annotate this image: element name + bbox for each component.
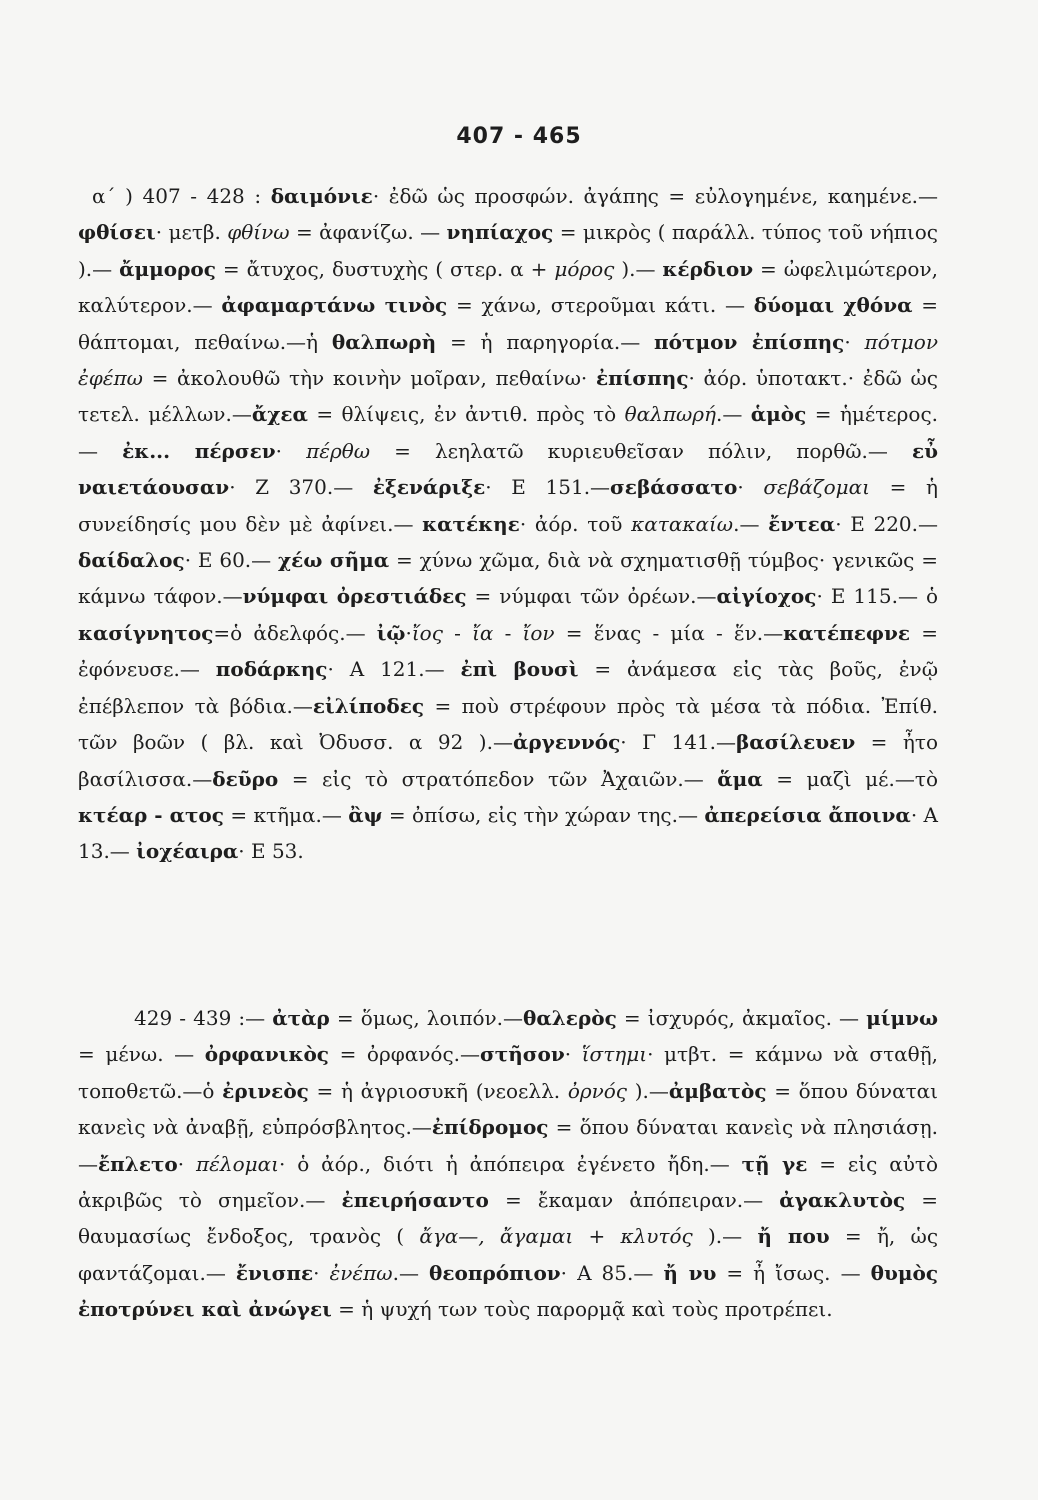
headword: στῆσον <box>480 1042 565 1067</box>
headword: θυμὸς ἐποτρύνει καὶ ἀνώγει <box>78 1260 938 1322</box>
gloss-text: · ἐδῶ ὡς προσφών. ἀγάπης = εὐλογημένε, καημένε.— <box>372 184 939 208</box>
gloss-text: .— <box>392 1260 430 1285</box>
paragraph-lines-429-439 <box>78 1000 938 1328</box>
gloss-text: = ἡ ψυχή των τοὺς παρορμᾷ καὶ τοὺς προτρέπει. <box>331 1297 833 1322</box>
italic-term: μόρος <box>554 256 615 281</box>
gloss-text: · <box>275 438 307 463</box>
headword: ἅμα <box>717 766 763 791</box>
headword: θεοπρόπιον <box>429 1260 561 1285</box>
headword: κασίγνητος <box>78 620 214 645</box>
gloss-text: = χάνω, στεροῦμαι κάτι. — <box>447 293 754 318</box>
gloss-text: · ἀόρ. ὑποτακτ.· ἐδῶ ὡς τετελ. μέλλων.— <box>78 366 939 427</box>
headword: ἤ νυ <box>663 1260 717 1285</box>
headword: δεῦρο <box>212 766 279 791</box>
headword: κατέπεφνε <box>783 620 911 645</box>
gloss-text: = θλίψεις, ἐν ἀντιθ. πρὸς τὸ <box>307 402 625 427</box>
gloss-text: · <box>844 329 865 354</box>
headword: βασίλευεν <box>736 730 856 755</box>
headword: δαίδαλος <box>78 548 185 573</box>
headword: ἐπειρήσαντο <box>341 1188 489 1213</box>
gloss-text: = κτῆμα.— <box>223 802 349 827</box>
gloss-text: · Α 85.— <box>560 1260 664 1285</box>
headword: ἄμμορος <box>119 256 216 281</box>
headword: χέω σῆμα <box>278 548 390 573</box>
gloss-text: = ἔκαμαν ἀπόπειραν.— <box>488 1188 780 1213</box>
gloss-text: .— <box>733 511 769 536</box>
headword: ἀφαμαρτάνω τινὸς <box>221 293 448 318</box>
gloss-text: = ἦτο βασίλισσα.— <box>78 730 938 791</box>
gloss-text: = ἀνάμεσα εἰς τὰς βοῦς, ἐνῷ ἐπέβλεπον τὰ βόδια.— <box>78 657 939 718</box>
gloss-text: ).— <box>614 256 663 281</box>
gloss-text: = ἄτυχος, δυστυχὴς ( στερ. α + <box>215 256 555 281</box>
gloss-text: = μαζὶ μέ.—τὸ <box>762 766 938 791</box>
headword: αἰγίοχος <box>716 584 817 609</box>
gloss-text: = λεηλατῶ κυριευθεῖσαν πόλιν, πορθῶ.— <box>370 438 912 463</box>
gloss-text: = μικρὸς ( παράλλ. τύπος τοῦ νήπιος ).— <box>78 220 938 281</box>
gloss-text: = νύμφαι τῶν ὀρέων.— <box>466 584 717 609</box>
paragraph-lines-407-428 <box>78 178 938 870</box>
gloss-text: = ἀφανίζω. — <box>289 220 447 245</box>
headword: ἀμβατὸς <box>668 1078 767 1103</box>
headword: ἐρινεὸς <box>222 1078 309 1103</box>
headword: σεβάσσατο <box>610 475 738 500</box>
headword: ἔντεα <box>768 511 836 536</box>
italic-term: σεβάζομαι <box>763 475 870 500</box>
headword: κατέκηε <box>422 511 520 536</box>
headword: πότμον ἐπίσπης <box>654 329 845 354</box>
gloss-text: = ὀρφανός.— <box>328 1042 481 1067</box>
headword: ἐπίδρομος <box>431 1115 549 1140</box>
gloss-text: · <box>405 620 412 645</box>
headword: δύομαι χθόνα <box>753 293 913 318</box>
italic-term: ἴον <box>522 620 555 645</box>
headword: κτέαρ - ατος <box>78 802 224 827</box>
headword: ἀργεννός <box>512 730 621 755</box>
gloss-text: · ἀόρ. τοῦ <box>519 511 632 536</box>
gloss-text: · <box>737 475 764 500</box>
headword: ἐξενάριξε <box>372 475 486 500</box>
headword: ἂψ <box>348 802 383 827</box>
headword: ἔνισπε <box>235 1260 314 1285</box>
gloss-text: = ἕνας - μία - ἕν.— <box>554 620 784 645</box>
gloss-text: = ὠφελιμώτερον, καλύτερον.— <box>78 256 938 318</box>
gloss-text: = ὅπου δύναται κανεὶς νὰ ἀναβῇ, εὐπρόσβλητος.— <box>78 1078 938 1140</box>
gloss-text: · Ζ 370.— <box>229 475 373 500</box>
gloss-text: = ἡ συνείδησίς μου δὲν μὲ ἀφίνει.— <box>78 475 939 536</box>
headword: τῇ γε <box>741 1151 808 1176</box>
gloss-text: - <box>493 620 523 645</box>
gloss-text: 429 - 439 :— <box>134 1006 273 1030</box>
gloss-text: = ἰσχυρός, ἀκμαῖος. — <box>616 1006 867 1030</box>
gloss-text: = θάπτομαι, πεθαίνω.—ἡ <box>78 293 939 354</box>
gloss-text: = θαυμασίως ἔνδοξος, τρανὸς ( <box>78 1188 938 1249</box>
headword: ἀπερείσια ἄποινα <box>704 802 911 827</box>
headword: εὖ ναιετάουσαν <box>78 438 939 500</box>
gloss-text: · <box>177 1151 197 1176</box>
gloss-text: = εἰς αὐτὸ ἀκριβῶς τὸ σημεῖον.— <box>78 1151 938 1213</box>
italic-term: ὀρνός <box>567 1078 628 1103</box>
headword: κέρδιον <box>662 256 754 281</box>
gloss-text: · Ε 60.— <box>184 548 279 573</box>
gloss-text: = μένω. — <box>78 1042 205 1067</box>
headword: ποδάρκης <box>215 657 328 682</box>
page-header: 407 - 465 <box>456 124 582 149</box>
gloss-text: · Ε 151.— <box>485 475 611 500</box>
headword: νύμφαι ὀρεστιάδες <box>242 584 467 609</box>
gloss-text: = ἐφόνευσε.— <box>78 620 938 682</box>
gloss-text: = ἦ ἴσως. — <box>716 1260 871 1285</box>
gloss-text: · <box>564 1042 582 1067</box>
italic-term: ἴα <box>472 620 494 645</box>
headword: ἄχεα <box>251 402 308 427</box>
italic-term: ἵστημι <box>581 1042 648 1067</box>
gloss-text: · <box>313 1260 330 1285</box>
gloss-text: = ἤ, ὡς φαντάζομαι.— <box>78 1224 939 1285</box>
headword: θαλπωρὴ <box>331 329 437 354</box>
gloss-text: ).— <box>692 1224 758 1249</box>
gloss-text: · Ε 53. <box>238 839 304 864</box>
headword: ἤ που <box>757 1224 830 1249</box>
gloss-text: · Ε 220.— <box>835 511 939 536</box>
gloss-text: ).— <box>627 1078 669 1103</box>
italic-term: πέλομαι <box>196 1151 279 1176</box>
gloss-text: = ἡ ἀγριοσυκῆ (νεοελλ. <box>308 1078 568 1103</box>
gloss-text: =ὁ ἀδελφός.— <box>213 620 377 645</box>
gloss-text: · ὁ ἀόρ., διότι ἡ ἀπόπειρα ἐγένετο ἤδη.— <box>278 1151 742 1176</box>
headword: ἰῷ <box>376 620 406 645</box>
gloss-text: = ἡμέτερος. — <box>78 402 939 463</box>
italic-term: θαλπωρή <box>624 402 717 427</box>
headword: φθίσει <box>78 220 156 245</box>
gloss-text: - <box>442 620 473 645</box>
gloss-text: = ἀκολουθῶ τὴν κοινὴν μοῖραν, πεθαίνω· <box>142 366 596 391</box>
gloss-text: · μτβτ. = κάμνω νὰ σταθῇ, τοποθετῶ.—ὁ <box>78 1042 939 1103</box>
gloss-text: · μετβ. <box>155 220 228 245</box>
headword: θαλερὸς <box>523 1006 617 1030</box>
headword: ἐκ... πέρσεν <box>122 438 276 463</box>
gloss-text: · Ε 115.— ὁ <box>816 584 938 609</box>
headword: ἔπλετο <box>98 1151 178 1176</box>
headword: ἐπὶ βουσὶ <box>460 657 579 682</box>
headword: ἐπίσπης <box>595 366 689 391</box>
headword: ἁμὸς <box>750 402 807 427</box>
gloss-text: · Α 13.— <box>78 802 938 864</box>
gloss-text: = ἡ παρηγορία.— <box>436 329 655 354</box>
italic-term: κατακαίω <box>631 511 734 536</box>
italic-term: πότμον ἐφέπω <box>78 329 938 391</box>
gloss-text: = εἰς τὸ στρατόπεδον τῶν Ἀχαιῶν.— <box>278 766 718 791</box>
italic-term: ἄγα—, ἄγαμαι + κλυτός <box>419 1224 693 1249</box>
italic-term: πέρθω <box>306 438 371 463</box>
headword: εἰλίποδες <box>312 693 425 718</box>
italic-term: ἐνέπω <box>329 1260 393 1285</box>
gloss-text: · Α 121.— <box>327 657 461 682</box>
headword: ὀρφανικὸς <box>204 1042 329 1067</box>
headword: δαιμόνιε <box>270 184 373 208</box>
italic-term: ἴος <box>411 620 443 645</box>
gloss-text: · Γ 141.— <box>620 730 736 755</box>
headword: ἰοχέαιρα <box>136 839 239 864</box>
gloss-text: = ὅπου δύναται κανεὶς νὰ πλησιάσῃ.— <box>78 1115 938 1176</box>
gloss-text: = ποὺ στρέφουν πρὸς τὰ μέσα τὰ πόδια. Ἐπίθ. τῶν βοῶν ( βλ. καὶ Ὀδυσσ. α 92 ).— <box>78 693 938 755</box>
gloss-text: = χύνω χῶμα, διὰ νὰ σχηματισθῇ τύμβος· γενικῶς = κάμνω τάφον.— <box>78 548 938 609</box>
headword: νηπίαχος <box>446 220 554 245</box>
gloss-text: .— <box>716 402 751 427</box>
headword: ἀγακλυτὸς <box>779 1188 906 1213</box>
gloss-text: = ὀπίσω, εἰς τὴν χώραν της.— <box>382 802 705 827</box>
headword: μίμνω <box>866 1006 939 1030</box>
italic-term: φθίνω <box>227 220 290 245</box>
gloss-text: α΄ ) 407 - 428 : <box>92 184 271 208</box>
gloss-text: = ὅμως, λοιπόν.— <box>329 1006 524 1030</box>
headword: ἀτὰρ <box>272 1006 330 1030</box>
